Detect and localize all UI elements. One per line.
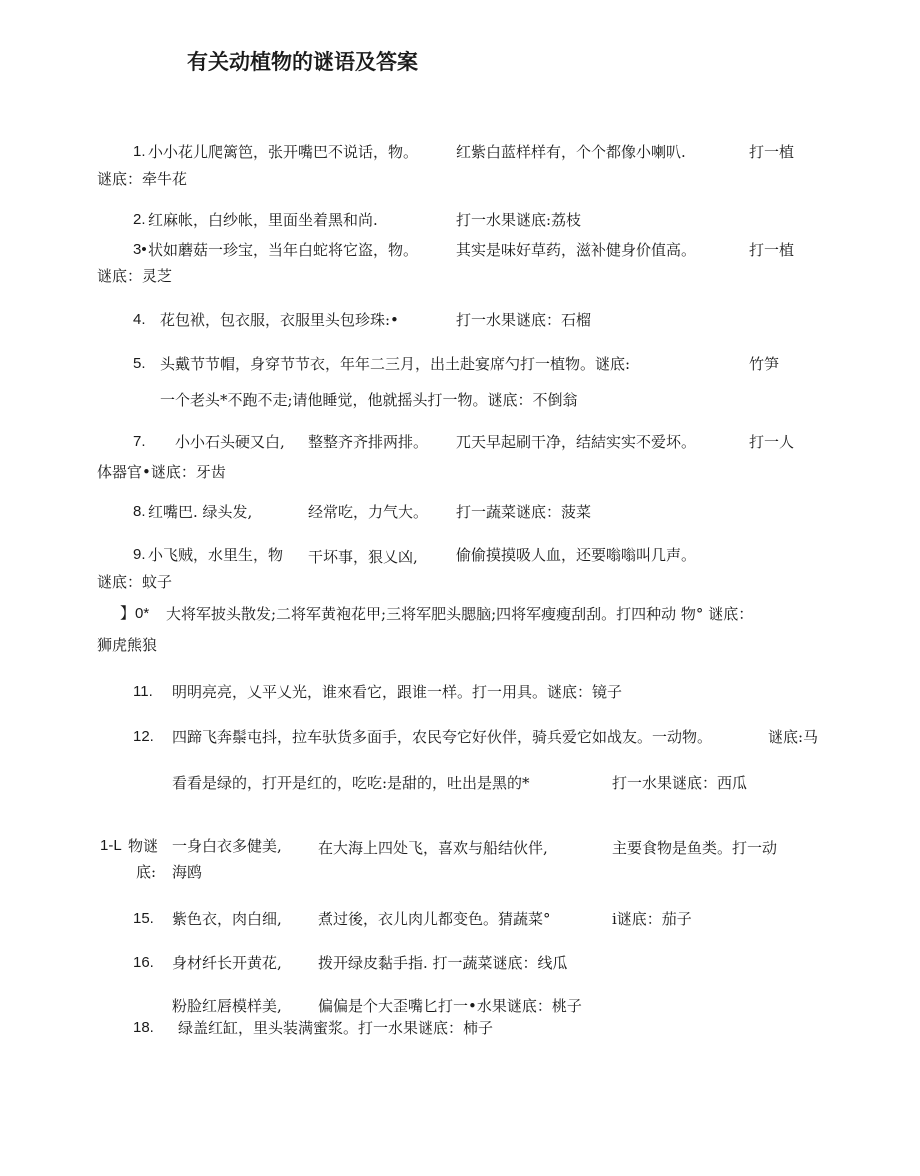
riddle-9-text-2: 干坏事，狠乂凶, <box>308 548 418 566</box>
riddle-7-text-3: 兀天早起刷干净，结結实实不爱坏。 <box>456 433 697 451</box>
riddle-4-number: 4. <box>133 311 146 328</box>
riddle-14-text-2: 在大海上四处飞，喜欢与船结伙伴, <box>318 839 548 857</box>
riddle-5-answer: 竹笋 <box>749 355 780 373</box>
riddle-15-answer: i谜底：茄子 <box>612 910 692 928</box>
riddle-16-answer: 拨开绿皮黏手指. 打一蔬菜谜底：线瓜 <box>318 954 568 972</box>
riddle-2-answer: 打一水果谜底:荔枝 <box>456 211 582 229</box>
riddle-3-text-2: 其实是味好草药，滋补健身价值高。 <box>456 241 697 259</box>
riddle-2-number: 2. <box>133 211 146 228</box>
riddle-3-answer: 谜底：灵芝 <box>97 267 173 285</box>
riddle-5-text: 头戴节节帽，身穿节节衣，年年二三月，出土赴宴席勺打一植物。谜底: <box>160 355 631 373</box>
riddle-18-number: 18. <box>133 1019 154 1036</box>
riddle-3-hint: 打一植 <box>749 241 795 259</box>
riddle-15-text-2: 煮过後，衣儿肉儿都变色。猜蔬菜° <box>318 910 551 928</box>
riddle-14-prefix: 物谜 <box>128 837 159 855</box>
riddle-9-answer: 谜底：蚊子 <box>97 573 173 591</box>
riddle-12-answer: 谜底:马 <box>768 728 819 746</box>
riddle-11-text: 明明亮亮，乂平乂光，谁來看它，跟谁一样。打一用具。谜底：镜子 <box>172 683 623 701</box>
riddle-3-number: 3• <box>133 241 147 258</box>
riddle-8-text-2: 经常吃，力气大。 <box>308 503 429 521</box>
riddle-4-answer: 打一水果谜底：石榴 <box>456 311 592 329</box>
riddle-7-text: 小小石头硬又白, <box>175 433 285 451</box>
riddle-17-text: 粉脸红唇模样美, <box>172 997 282 1015</box>
riddle-1-text-2: 红紫白蓝样样有，个个都像小喇叭. <box>456 143 686 161</box>
riddle-18-text: 绿盖红缸，里头装满蜜浆。打一水果谜底：柿子 <box>178 1019 494 1037</box>
riddle-13-text: 看看是绿的，打开是红的，吃吃:是甜的，吐出是黑的* <box>172 774 530 792</box>
riddle-1-text: 小小花儿爬篱笆，张开嘴巴不说话，物。 <box>148 143 419 161</box>
riddle-8-number: 8. <box>133 503 146 520</box>
riddle-6-text: 一个老头*不跑不走;请他睡觉，他就摇头打一物。谜底：不倒翁 <box>160 391 578 409</box>
riddle-10-number: 】0* <box>120 605 150 622</box>
riddle-12-number: 12. <box>133 728 154 745</box>
riddle-12-text: 四蹄飞奔鬃屯抖，拉车驮货多面手，农民夸它好伙伴，骑兵爱它如战友。一动物。 <box>172 728 713 746</box>
riddle-7-answer: 体器官•谜底：牙齿 <box>97 463 226 481</box>
riddle-9-text-3: 偷偷摸摸吸人血，还要嗡嗡叫几声。 <box>456 546 697 564</box>
riddle-11-number: 11. <box>133 683 153 700</box>
riddle-10-answer: 狮虎熊狼 <box>97 636 158 654</box>
riddle-1-answer: 谜底：牵牛花 <box>97 170 188 188</box>
riddle-1-hint: 打一植 <box>749 143 795 161</box>
riddle-5-number: 5. <box>133 355 146 372</box>
riddle-10-text: 大将军披头散发;二将军黄袍花甲;三将军肥头腮脑;四将军瘦瘦刮刮。打四种动 物° 谜底： <box>166 605 754 623</box>
riddle-7-hint: 打一人 <box>749 433 795 451</box>
riddle-8-answer: 打一蔬菜谜底：菠菜 <box>456 503 592 521</box>
riddle-15-number: 15. <box>133 910 154 927</box>
riddle-1-number: 1. <box>133 143 146 160</box>
riddle-17-answer: 偏偏是个大歪嘴匕打一•水果谜底：桃子 <box>318 997 582 1015</box>
riddle-14-prefix-2: 底: <box>136 863 157 881</box>
riddle-3-text: 状如蘑菇一珍宝，当年白蛇将它盗，物。 <box>148 241 419 259</box>
riddle-16-text: 身材纤长开黄花, <box>172 954 282 972</box>
riddle-7-text-2: 整整齐齐排两排。 <box>308 433 429 451</box>
riddle-9-text: 小飞贼，水里生，物 <box>148 546 284 564</box>
riddle-13-answer: 打一水果谜底：西瓜 <box>612 774 748 792</box>
riddle-14-number: 1-L <box>100 837 122 854</box>
riddle-9-number: 9. <box>133 546 146 563</box>
riddle-7-number: 7. <box>133 433 146 450</box>
riddle-4-text: 花包袱，包衣服，衣服里头包珍珠:• <box>160 311 399 329</box>
riddle-16-number: 16. <box>133 954 154 971</box>
riddle-14-text-3: 主要食物是鱼类。打一动 <box>612 839 778 857</box>
riddle-14-answer: 海鸥 <box>172 863 203 881</box>
riddle-15-text: 紫色衣，肉白细, <box>172 910 282 928</box>
riddle-2-text: 红麻帐，白纱帐，里面坐着黑和尚. <box>148 211 378 229</box>
riddle-14-text: 一身白衣多健美, <box>172 837 282 855</box>
page-title: 有关动植物的谜语及答案 <box>187 50 418 74</box>
riddle-8-text: 红嘴巴. 绿头发, <box>148 503 253 521</box>
